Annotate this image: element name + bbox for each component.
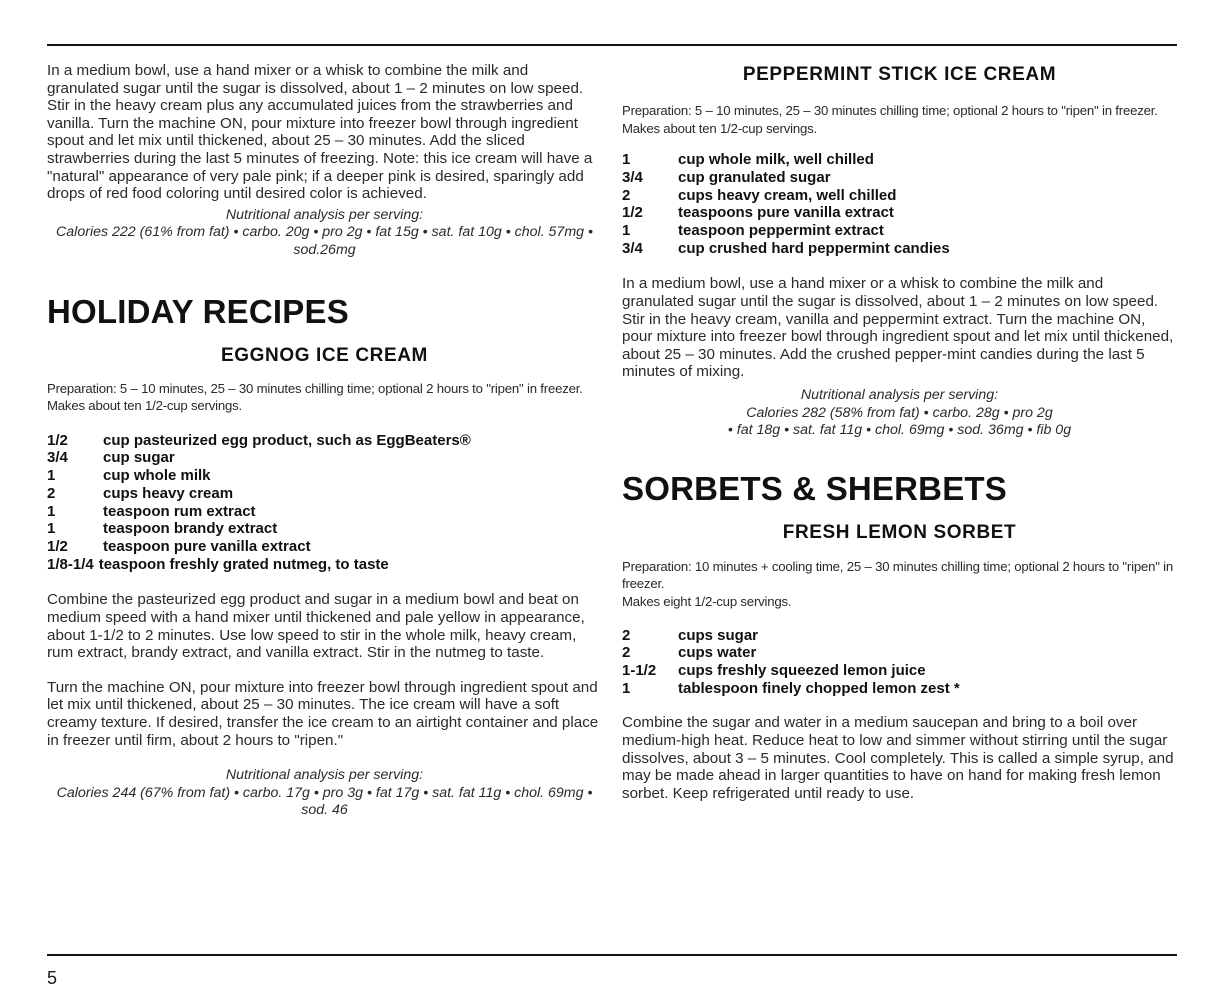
eggnog-nutrition: Calories 244 (67% from fat) • carbo. 17g • pro 3g • fat 17g • sat. fat 11g • chol. 69mg • sod. 46 <box>56 784 593 819</box>
ingredient-item: 1/8-1/4 teaspoon freshly grated nutmeg, to taste <box>47 555 389 573</box>
lemon-makes: Makes eight 1/2-cup servings. <box>622 593 792 609</box>
eggnog-prep: Preparation: 5 – 10 minutes, 25 – 30 minutes chilling time; optional 2 hours to "ripen" in freezer. <box>47 380 583 396</box>
ingredient-item: 1 teaspoon brandy extract <box>47 520 278 538</box>
ingredient-item: 1 cup whole milk, well chilled <box>622 151 874 169</box>
recipe-title-peppermint: PEPPERMINT STICK ICE CREAM <box>742 64 1057 85</box>
eggnog-makes: Makes about ten 1/2-cup servings. <box>47 398 242 414</box>
peppermint-makes: Makes about ten 1/2-cup servings. <box>622 120 817 136</box>
lemon-prep: Preparation: 10 minutes + cooling time, 25 – 30 minutes chilling time; optional 2 hours to "ripen" in freezer. <box>622 558 1174 592</box>
ingredient-item: 3/4 cup sugar <box>47 449 175 467</box>
peppermint-ingredients <box>622 151 1177 257</box>
ingredient-item: 3/4 cup crushed hard peppermint candies <box>622 239 950 257</box>
strawberry-nutrition-heading: Nutritional analysis per serving: <box>225 206 424 223</box>
ingredient-item: 1-1/2 cups freshly squeezed lemon juice <box>622 661 926 679</box>
recipe-title-eggnog: EGGNOG ICE CREAM <box>220 344 428 366</box>
ingredient-item: 1/2 teaspoons pure vanilla extract <box>622 204 894 222</box>
peppermint-nutrition-line-1: Calories 282 (58% from fat) • carbo. 28g • pro 2g <box>746 404 1053 421</box>
eggnog-method-1: Combine the pasteurized egg product and sugar in a medium bowl and beat on medium speed with a hand mixer until thickened and pale yellow in appearance, about 1-1/2 to 2 minutes. Use low speed to stir in the whole milk, heavy cream, rum extract, brandy extract, and vanilla extract. Stir in the nutmeg to taste. <box>47 591 585 662</box>
ingredient-item: 3/4 cup granulated sugar <box>622 168 831 186</box>
peppermint-nutrition-line-2: • fat 18g • sat. fat 11g • chol. 69mg • sod. 36mg • fib 0g <box>727 422 1072 439</box>
peppermint-prep: Preparation: 5 – 10 minutes, 25 – 30 minutes chilling time; optional 2 hours to "ripen" in freezer. <box>622 103 1158 118</box>
page-number: 5 <box>47 968 58 988</box>
lemon-method: Combine the sugar and water in a medium saucepan and bring to a boil over medium-high heat. Reduce heat to low and simmer without stirring until the sugar dissolves, about 3 – 5 minutes. Cool completely. This is called a simple syrup, and may be made ahead in larger quantities to have on hand for making fresh lemon sorbet. Keep refrigerated until ready to use. <box>622 714 1174 802</box>
section-title-sorbets: SORBETS & SHERBETS <box>622 469 1007 507</box>
ingredient-item: 1 cup whole milk <box>47 467 211 485</box>
top-rule <box>47 44 1177 46</box>
ingredient-item: 1/2 cup pasteurized egg product, such as EggBeaters® <box>47 431 471 449</box>
peppermint-nutrition-heading: Nutritional analysis per serving: <box>800 386 999 403</box>
right-column <box>622 62 1177 802</box>
eggnog-ingredients <box>47 432 602 574</box>
ingredient-item: 2 cups water <box>622 644 757 662</box>
ingredient-item: 2 cups heavy cream <box>47 484 234 502</box>
recipe-title-lemon: FRESH LEMON SORBET <box>782 521 1017 543</box>
section-title-holiday: HOLIDAY RECIPES <box>47 292 349 330</box>
left-column <box>47 62 602 820</box>
strawberry-method: In a medium bowl, use a hand mixer or a whisk to combine the milk and granulated sugar until the sugar is dissolved, about 1 – 2 minutes on low speed. Stir in the heavy cream plus any accumulated juices from the strawberries and vanilla. Turn the machine ON, pour mixture into freezer bowl through ingredient spout and let mix until thickened, about 25 – 30 minutes. Add the sliced strawberries during the last 5 minutes of freezing. Note: this ice cream will have a "natural" appearance of very pale pink; if a deeper pink is desired, sparingly add drops of red food coloring until desired color is achieved. <box>47 62 593 203</box>
bottom-rule <box>47 954 1177 956</box>
lemon-ingredients <box>622 627 1177 698</box>
peppermint-method: In a medium bowl, use a hand mixer or a whisk to combine the milk and granulated sugar until the sugar is dissolved, about 1 – 2 minutes on low speed. Stir in the heavy cream, vanilla and peppermint extract. Turn the machine ON, pour mixture into freezer bowl through ingredient spout and let mix until thickened, about 25 – 30 minutes. Add the crushed pepper-mint candies during the last 5 minutes of mixing. <box>622 275 1174 381</box>
ingredient-item: 2 cups heavy cream, well chilled <box>622 186 897 204</box>
ingredient-item: 1/2 teaspoon pure vanilla extract <box>47 537 311 555</box>
ingredient-item: 1 tablespoon finely chopped lemon zest * <box>622 679 960 697</box>
strawberry-nutrition: Calories 222 (61% from fat) • carbo. 20g • pro 2g • fat 15g • sat. fat 10g • chol. 57mg • sod.26mg <box>56 224 593 258</box>
ingredient-item: 2 cups sugar <box>622 626 759 644</box>
eggnog-method-2: Turn the machine ON, pour mixture into freezer bowl through ingredient spout and let mix until thickened, about 25 – 30 minutes. The ice cream will have a soft creamy texture. If desired, transfer the ice cream to an airtight container and place in freezer until firm, about 2 hours to "ripen." <box>47 678 599 749</box>
ingredient-item: 1 teaspoon peppermint extract <box>622 222 884 239</box>
ingredient-item: 1 teaspoon rum extract <box>47 502 256 520</box>
eggnog-nutrition-heading: Nutritional analysis per serving: <box>225 767 424 784</box>
